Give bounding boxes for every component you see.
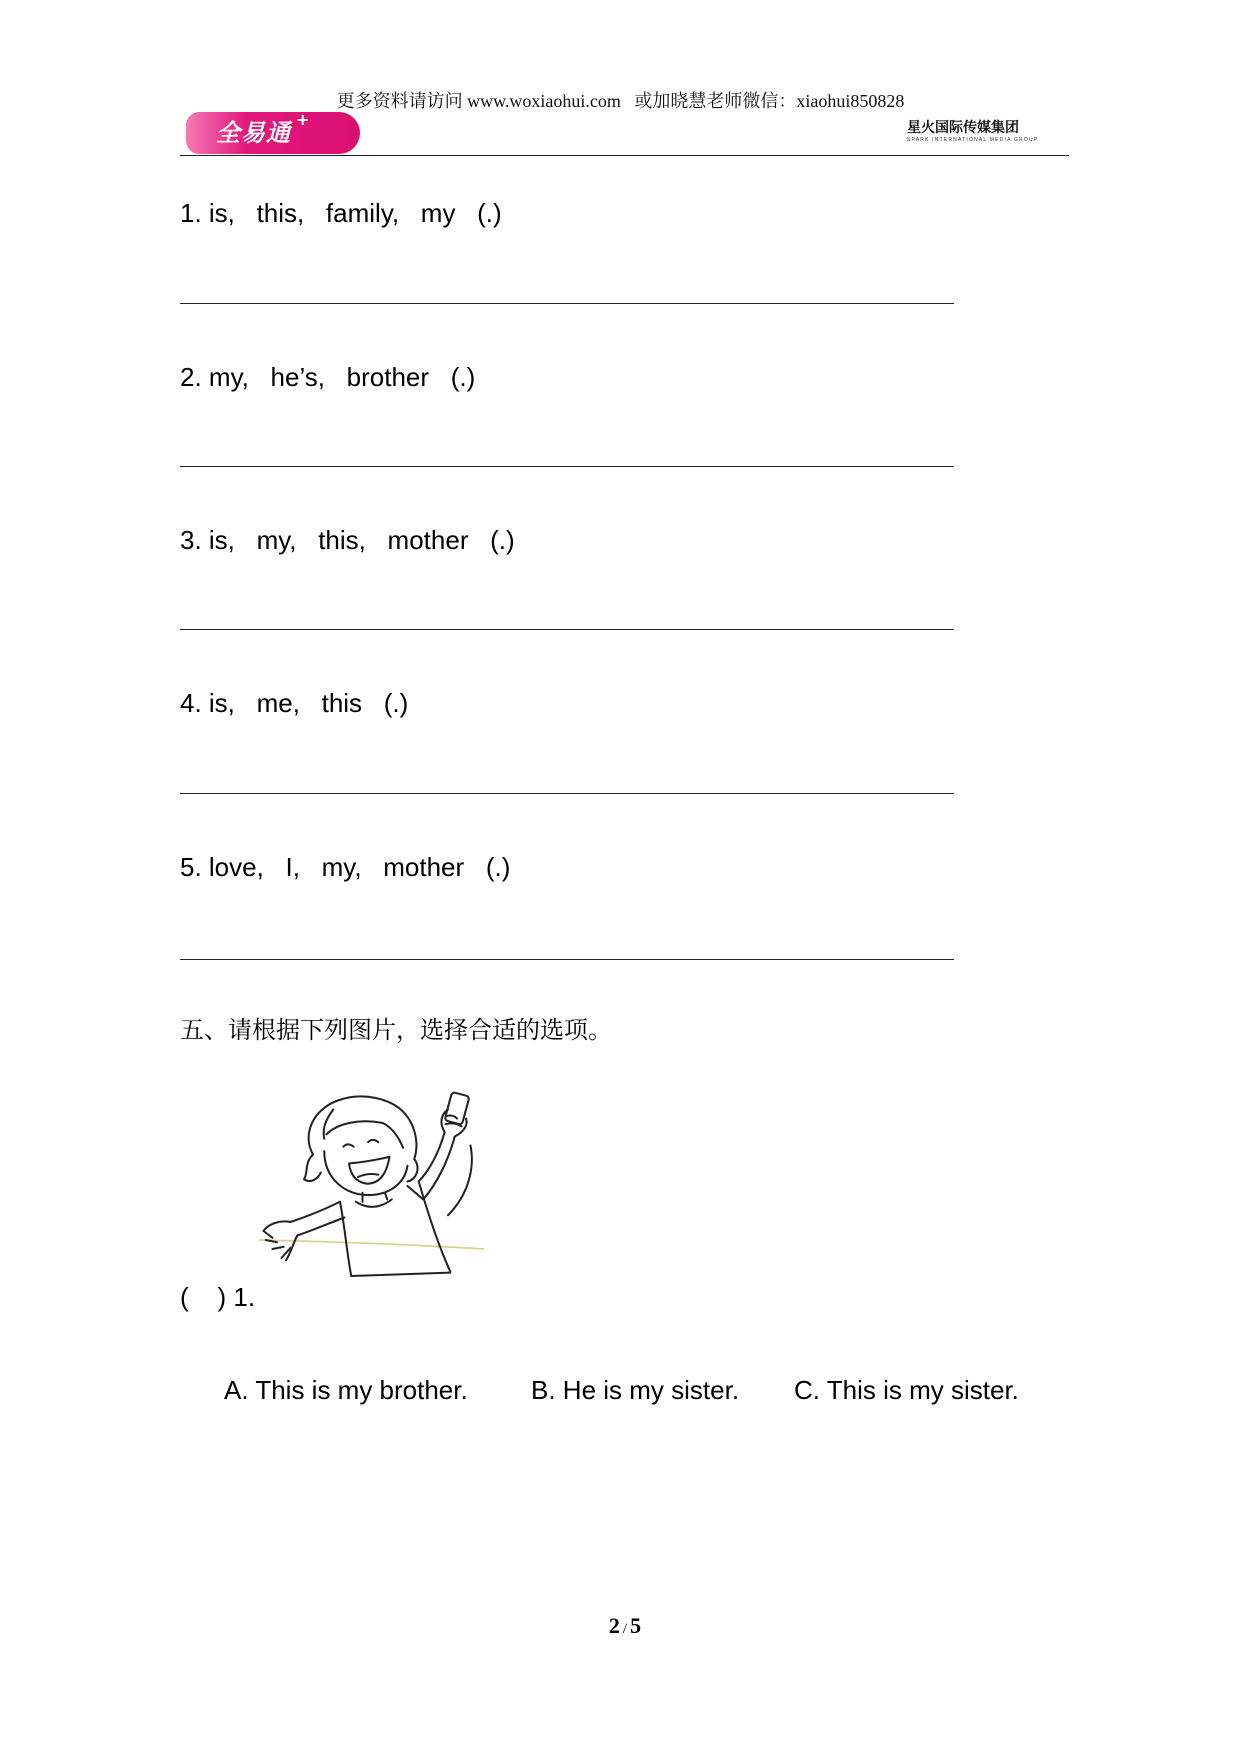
question-3: 3. is, my, this, mother (.) bbox=[180, 525, 515, 555]
hair bbox=[304, 1096, 418, 1181]
question-5: 5. love, I, my, mother (.) bbox=[180, 852, 511, 882]
raised-arm bbox=[419, 1092, 472, 1215]
section-five-title: 五、请根据下列图片，选择合适的选项。 bbox=[180, 1016, 612, 1044]
plus-star-icon: + bbox=[296, 110, 310, 129]
brand-logo-left bbox=[186, 112, 360, 154]
answer-line-5 bbox=[180, 959, 954, 960]
answer-line-2 bbox=[180, 466, 954, 467]
publisher-logo-subtitle: SPARK INTERNATIONAL MEDIA GROUP bbox=[907, 137, 1039, 143]
option-c: C. This is my sister. bbox=[794, 1375, 1019, 1405]
answer-line-3 bbox=[180, 629, 954, 630]
girl-illustration bbox=[259, 1089, 484, 1283]
face bbox=[324, 1140, 407, 1195]
option-b: B. He is my sister. bbox=[531, 1375, 740, 1405]
answer-line-4 bbox=[180, 793, 954, 794]
page-total: 5 bbox=[630, 1613, 642, 1638]
page-current: 2 bbox=[608, 1613, 620, 1638]
brand-logo-text: 全易通 bbox=[216, 119, 291, 147]
question-1: 1. is, this, family, my (.) bbox=[180, 198, 502, 228]
answer-line-1 bbox=[180, 303, 954, 304]
page-separator: / bbox=[622, 1621, 628, 1637]
publisher-logo: 星火国际传媒集团 bbox=[907, 120, 1019, 136]
header-divider bbox=[180, 155, 1069, 156]
option-a: A. This is my brother. bbox=[224, 1375, 468, 1405]
header-notice: 更多资料请访问 www.woxiaohui.com 或加晓慧老师微信：xiaohui850828 bbox=[336, 91, 905, 111]
page-number bbox=[575, 1612, 675, 1643]
question-4: 4. is, me, this (.) bbox=[180, 688, 409, 718]
question-2: 2. my, he’s, brother (.) bbox=[180, 362, 476, 392]
question-item-number: ( ) 1. bbox=[180, 1282, 256, 1312]
shirt bbox=[340, 1182, 450, 1277]
extended-arm bbox=[264, 1202, 345, 1261]
